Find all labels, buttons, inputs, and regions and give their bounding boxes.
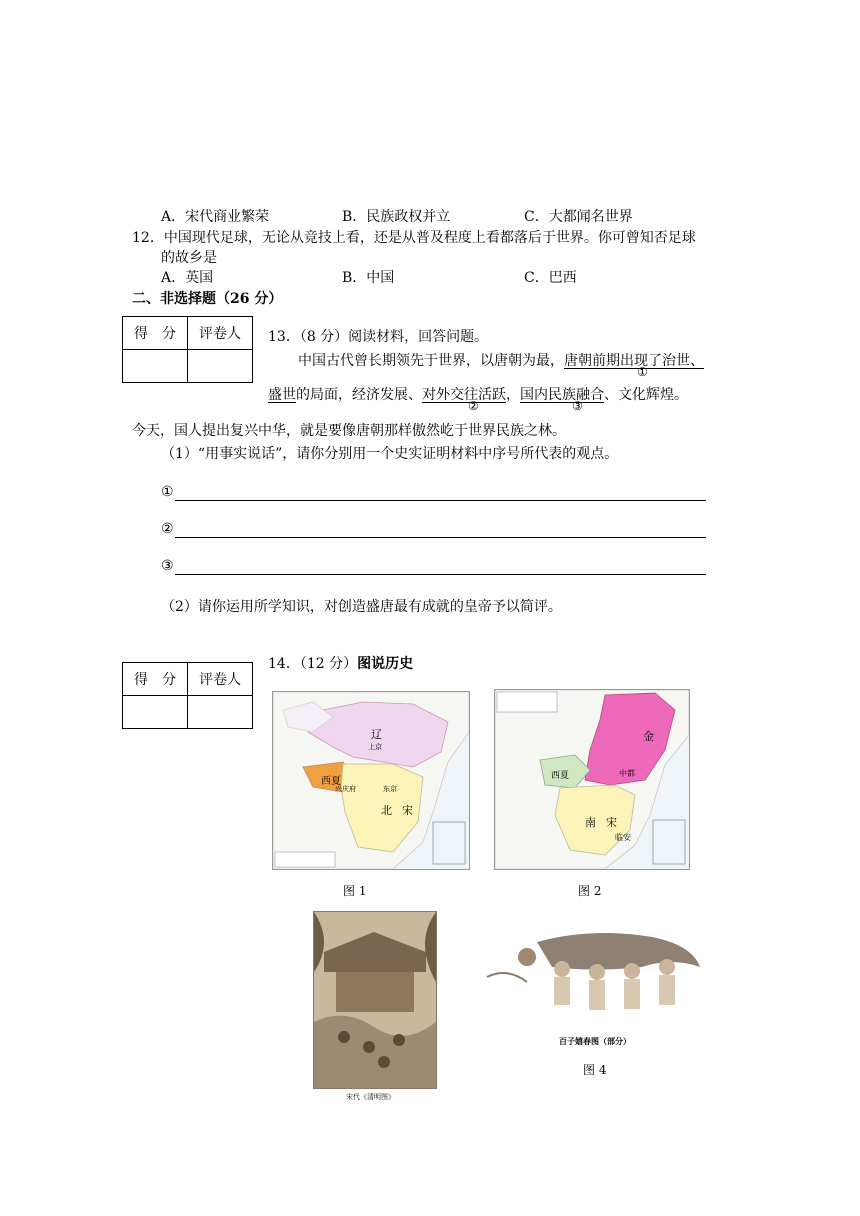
score-label: 得 分 (123, 663, 188, 696)
q11-option-c: C．大都闻名世界 (524, 209, 633, 225)
map1-shangjing-label: 上京 (368, 743, 382, 751)
score-table-q13 (122, 316, 253, 383)
figure-4-painting (482, 927, 704, 1033)
map2-jin-label: 金 (643, 730, 654, 743)
answer-blank-3[interactable] (175, 574, 706, 575)
map2-xixia-label: 西夏 (551, 771, 570, 781)
liao-song-map (273, 692, 469, 869)
map1-dongjing-label: 东京 (383, 785, 397, 793)
q13-mark-1: ① (637, 365, 648, 379)
answer-blank-1[interactable] (175, 500, 706, 501)
section-heading: 二、非选择题（26 分） (132, 291, 283, 307)
hundred-children-drawing (482, 927, 704, 1033)
map2-zhongdu-label: 中都 (619, 769, 635, 778)
jin-song-map (495, 690, 689, 869)
q13-passage-line3: 今天，国人提出复兴中华，就是要像唐朝那样傲然屹于世界民族之林。 (132, 423, 566, 439)
figure-3-title: 宋代《清明图》 (346, 1093, 395, 1101)
figure-3-painting (313, 911, 437, 1089)
q12-option-a: A．英国 (161, 270, 214, 286)
q12-stem-line1: 12．中国现代足球，无论从竞技上看，还是从普及程度上看都落后于世界。你可曾知否足球 (132, 230, 696, 246)
figure-2-map (494, 689, 690, 870)
grader-label: 评卷人 (188, 663, 253, 696)
song-street-painting (314, 912, 436, 1088)
map1-xingqing-label: 兴庆府 (335, 785, 356, 793)
q13-subquestion-1: （1）“用事实说话”，请你分别用一个史实证明材料中序号所代表的观点。 (161, 446, 619, 462)
map1-beisong-label: 北宋 (381, 804, 423, 817)
q12-stem-line2: 的故乡是 (161, 250, 217, 266)
answer-blank-3-label: ③ (161, 558, 174, 574)
map1-xixia-label: 西夏 (321, 776, 341, 787)
q13-intro: 13．（8 分）阅读材料，回答问题。 (268, 329, 489, 345)
q11-option-a: A．宋代商业繁荣 (161, 209, 270, 225)
q14-intro: 14．（12 分）图说历史 (268, 656, 414, 672)
figure-2-caption: 图 2 (578, 884, 602, 898)
q13-passage-line2: 盛世的局面，经济发展、对外交往活跃，国内民族融合、文化辉煌。 (268, 387, 688, 403)
q12-option-c: C．巴西 (524, 270, 577, 286)
q13-mark-2: ② (468, 399, 479, 413)
score-cell[interactable] (123, 350, 188, 383)
figure-4-caption: 图 4 (583, 1063, 607, 1077)
score-table-q14 (122, 662, 253, 729)
figure-1-map (272, 691, 470, 870)
map2-linan-label: 临安 (615, 833, 631, 842)
q13-subquestion-2: （2）请你运用所学知识，对创造盛唐最有成就的皇帝予以简评。 (161, 599, 562, 615)
map2-nansong-label: 南宋 (585, 816, 627, 829)
figure-4-title: 百子嬉春图（部分） (559, 1036, 631, 1046)
grader-cell[interactable] (188, 696, 253, 729)
score-cell[interactable] (123, 696, 188, 729)
score-label: 得 分 (123, 317, 188, 350)
q12-option-b: B．中国 (342, 270, 395, 286)
grader-cell[interactable] (188, 350, 253, 383)
answer-blank-1-label: ① (161, 484, 174, 500)
grader-label: 评卷人 (188, 317, 253, 350)
q11-option-b: B．民族政权并立 (342, 209, 451, 225)
answer-blank-2[interactable] (175, 537, 706, 538)
map1-liao-label: 辽 (371, 728, 382, 741)
figure-1-caption: 图 1 (343, 884, 367, 898)
q13-mark-3: ③ (572, 399, 583, 413)
q13-passage-line1: 中国古代曾长期领先于世界，以唐朝为最，唐朝前期出现了治世、 (298, 353, 704, 369)
answer-blank-2-label: ② (161, 521, 174, 537)
